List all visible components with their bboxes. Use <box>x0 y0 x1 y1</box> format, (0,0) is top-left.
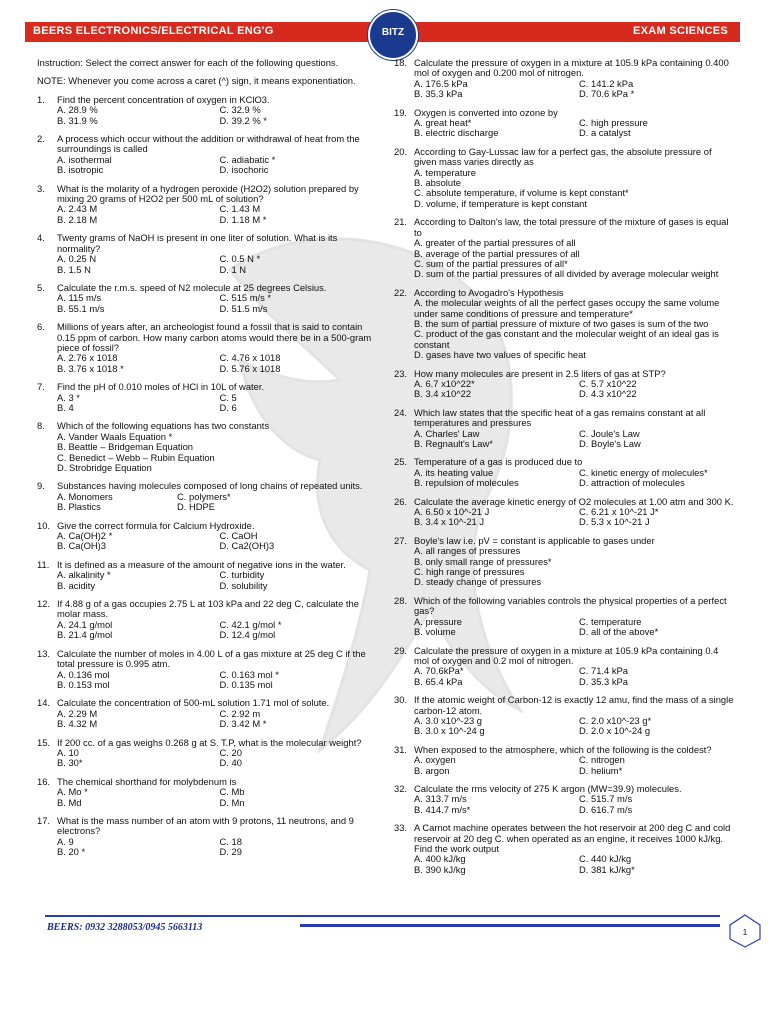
answer-option: C. absolute temperature, if volume is kept constant* <box>414 187 629 199</box>
answer-option: C. temperature <box>579 615 642 627</box>
answer-option: D. 29 <box>219 846 242 858</box>
question-text: Calculate the number of moles in 4.00 L of a gas mixture at 25 deg C if the total pressure is 0.995 atm. <box>57 647 366 670</box>
answer-option: D. 40 <box>219 757 242 769</box>
question-text: Which law states that the specific heat of a gas remains constant at all temperatures and pressures <box>414 406 706 429</box>
answer-option: C. product of the gas constant and the molecular weight of an ideal gas is constant <box>414 328 719 350</box>
answer-option: D. 3.42 M * <box>219 718 267 730</box>
answer-option: B. 1.5 N <box>57 263 91 275</box>
answer-option: C. 2.0 x10^-23 g* <box>579 714 652 726</box>
question-number: 19. <box>394 106 408 118</box>
answer-option: B. argon <box>414 764 450 776</box>
question-text: According to Dalton's law, the total pressure of the mixture of gases is equal to <box>414 216 729 238</box>
question-text: Boyle's law i.e. pV = constant is applicable to gases under <box>414 534 655 546</box>
answer-option: C. high pressure <box>579 117 648 129</box>
question-item <box>394 408 736 450</box>
question-number: 15. <box>37 736 51 748</box>
question-text: According to Avogadro's Hypothesis <box>414 286 564 298</box>
question-text: Find the pH of 0.010 moles of HCl in 10L of water. <box>57 381 265 393</box>
question-number: 8. <box>37 420 45 432</box>
answer-option: B. average of the partial pressures of all <box>414 247 580 259</box>
right-question-list <box>394 58 736 875</box>
question-item <box>37 521 374 552</box>
question-number: 4. <box>37 232 45 244</box>
question-text: What is the mass number of an atom with 9 protons, 11 neutrons, and 9 electrons? <box>57 814 354 837</box>
question-item <box>37 738 374 769</box>
answer-option: A. Vander Waals Equation * <box>57 430 173 442</box>
question-text: When exposed to the atmosphere, which of the following is the coldest? <box>414 743 712 755</box>
question-number: 31. <box>394 743 408 755</box>
question-text: If the atomic weight of Carbon-12 is exactly 12 amu, find the mass of a single carbon-12 atom. <box>414 694 734 716</box>
question-item <box>37 95 374 126</box>
answer-option: A. pressure <box>414 615 462 627</box>
question-number: 11. <box>37 558 50 570</box>
answer-option: B. 65.4 kPa <box>414 675 463 687</box>
question-item <box>37 283 374 314</box>
answer-option: C. 5.7 x10^22 <box>579 377 637 389</box>
answer-option: D. sum of the partial pressures of all divided by average molecular weight <box>414 268 719 280</box>
answer-option: A. 10 <box>57 746 79 758</box>
answer-option: A. Charles' Law <box>414 427 480 439</box>
question-item <box>37 233 374 275</box>
question-number: 2. <box>37 133 45 145</box>
answer-options <box>414 379 736 400</box>
question-item <box>37 134 374 176</box>
footer-contact: BEERS: 0932 3288053/0945 5663113 <box>47 922 203 933</box>
answer-option: D. isochoric <box>219 164 269 176</box>
answer-options <box>57 353 374 374</box>
question-text: Calculate the average kinetic energy of O2 molecules at 1.00 atm and 300 K. <box>414 495 734 507</box>
question-item <box>394 823 736 875</box>
note-text: NOTE: Whenever you come across a caret (^) sign, it means exponentiation. <box>37 75 356 87</box>
answer-options <box>57 254 374 275</box>
answer-option: C. 32.9 % <box>219 104 261 116</box>
answer-option: B. 0.153 mol <box>57 678 110 690</box>
question-item <box>394 745 736 776</box>
answer-option: C. turbidity <box>219 569 265 581</box>
answer-option: A. greater of the partial pressures of all <box>414 237 576 249</box>
answer-option: D. HDPE <box>177 501 216 513</box>
answer-option: A. 6.7 x10^22* <box>414 377 475 389</box>
answer-options <box>57 293 374 314</box>
answer-option: C. 515.7 m/s <box>579 793 633 805</box>
answer-options <box>57 393 374 414</box>
question-text: What is the molarity of a hydrogen peroxide (H2O2) solution prepared by mixing 20 grams of H2O2 per 500 mL of solution? <box>57 182 359 205</box>
answer-option: A. isothermal <box>57 153 112 165</box>
question-text: Which of the following equations has two constants <box>57 420 270 432</box>
question-number: 21. <box>394 216 408 228</box>
answer-options <box>57 531 374 552</box>
answer-option: C. 1.43 M <box>219 203 261 215</box>
question-item <box>394 369 736 400</box>
answer-option: A. its heating value <box>414 466 494 478</box>
answer-option: A. Ca(OH)2 * <box>57 530 113 542</box>
answer-option: C. Joule's Law <box>579 427 640 439</box>
answer-option: C. Mb <box>219 786 245 798</box>
answer-option: A. 313.7 m/s <box>414 793 467 805</box>
answer-option: B. repulsion of molecules <box>414 477 519 489</box>
answer-option: B. Plastics <box>57 501 101 513</box>
answer-option: B. the sum of partial pressure of mixture of two gases is sum of the two <box>414 317 709 329</box>
answer-option: C. 0.163 mol * <box>219 668 279 680</box>
answer-option: A. 24.1 g/mol <box>57 618 113 630</box>
answer-option: C. 42.1 g/mol * <box>219 618 282 630</box>
answer-option: C. 20 <box>219 746 242 758</box>
answer-options <box>414 468 736 489</box>
question-item <box>394 536 736 588</box>
question-number: 1. <box>37 93 45 105</box>
answer-option: B. absolute <box>414 177 461 189</box>
answer-option: C. polymers* <box>177 490 231 502</box>
answer-options <box>414 118 736 139</box>
question-item <box>37 649 374 691</box>
answer-option: D. 1 N <box>219 263 247 275</box>
question-text: A Carnot machine operates between the hot reservoir at 200 deg C and cold reservoir at 20 deg C. when operated as an engine, it receives 1000 kJ/kg. Find the work output <box>414 822 731 854</box>
question-item <box>394 217 736 279</box>
right-column <box>394 58 736 883</box>
left-question-list <box>37 95 374 858</box>
answer-option: A. 176.5 kPa <box>414 77 468 89</box>
answer-option: B. 21.4 g/mol <box>57 629 113 641</box>
question-number: 7. <box>37 381 45 393</box>
answer-options <box>57 709 374 730</box>
question-item <box>394 646 736 688</box>
answer-option: A. oxygen <box>414 754 456 766</box>
answer-option: C. adiabatic * <box>219 153 276 165</box>
question-number: 6. <box>37 321 45 333</box>
answer-options <box>57 670 374 691</box>
answer-option: A. alkalinity * <box>57 569 111 581</box>
answer-option: D. 51.5 m/s <box>219 302 268 314</box>
question-number: 20. <box>394 145 408 157</box>
answer-option: D. all of the above* <box>579 626 659 638</box>
question-text: How many molecules are present in 2.5 liters of gas at STP? <box>414 367 666 379</box>
answer-option: D. steady change of pressures <box>414 576 542 588</box>
question-item <box>394 108 736 139</box>
answer-option: D. 6 <box>219 401 237 413</box>
answer-option: B. Ca(OH)3 <box>57 540 106 552</box>
question-number: 3. <box>37 182 45 194</box>
answer-option: B. 390 kJ/kg <box>414 863 466 875</box>
question-item <box>37 816 374 858</box>
question-item <box>394 147 736 209</box>
answer-option: B. Regnault's Law* <box>414 438 493 449</box>
answer-option: D. 70.6 kPa * <box>579 88 635 100</box>
question-text: Calculate the concentration of 500-mL solution 1.71 mol of solute. <box>57 697 330 709</box>
answer-option: D. 12.4 g/mol <box>219 629 276 641</box>
answer-option: A. temperature <box>414 166 477 178</box>
page-number-badge <box>727 913 763 949</box>
left-column <box>37 58 374 866</box>
instruction-text: Instruction: Select the correct answer for each of the following questions. <box>37 57 339 68</box>
answer-options <box>414 854 736 875</box>
answer-option: D. helium* <box>579 764 623 776</box>
question-number: 16. <box>37 775 51 787</box>
question-text: Oxygen is converted into ozone by <box>414 106 558 118</box>
logo-text: BITZ <box>381 27 405 38</box>
answer-option: C. 440 kJ/kg <box>579 853 632 865</box>
answer-option: A. 0.136 mol <box>57 668 110 680</box>
question-number: 25. <box>394 456 408 468</box>
question-text: Calculate the pressure of oxygen in a mixture at 105.9 kPa containing 0.4 mol of oxygen and 0.2 mol of nitrogen. <box>414 644 719 666</box>
answer-option: C. Benedict – Webb – Rubin Equation <box>57 451 215 463</box>
answer-options <box>57 155 374 176</box>
footer-divider <box>45 915 720 917</box>
question-number: 32. <box>394 782 408 794</box>
question-number: 13. <box>37 647 51 659</box>
question-item <box>37 698 374 729</box>
footer-accent-line <box>300 924 720 927</box>
answer-option: D. solubility <box>219 579 268 591</box>
answer-option: B. 3.4 x10^22 <box>414 388 472 400</box>
answer-options <box>57 570 374 591</box>
answer-options <box>414 716 736 737</box>
answer-option: C. 4.76 x 1018 <box>219 352 281 364</box>
question-item <box>394 695 736 737</box>
page-number: 1 <box>742 928 748 937</box>
answer-option: B. 55.1 m/s <box>57 302 105 314</box>
question-item <box>37 560 374 591</box>
question-number: 30. <box>394 694 408 706</box>
question-item <box>37 382 374 413</box>
answer-options <box>414 168 736 210</box>
question-item <box>37 599 374 641</box>
answer-option: C. nitrogen <box>579 754 625 766</box>
answer-option: D. 5.3 x 10^-21 J <box>579 516 650 528</box>
answer-option: B. volume <box>414 626 456 638</box>
answer-option: B. 2.18 M <box>57 213 98 225</box>
question-text: It is defined as a measure of the amount of negative ions in the water. <box>57 558 346 570</box>
answer-option: D. 1.18 M * <box>219 213 267 225</box>
question-item <box>37 777 374 808</box>
answer-option: B. acidity <box>57 579 96 591</box>
question-item <box>394 457 736 488</box>
answer-option: B. only small range of pressures* <box>414 555 552 567</box>
answer-option: D. Boyle's Law <box>579 438 641 449</box>
question-number: 9. <box>37 480 45 492</box>
answer-option: B. Md <box>57 796 82 808</box>
answer-option: A. 70.6kPa* <box>414 665 464 677</box>
answer-option: A. great heat* <box>414 117 472 129</box>
answer-options <box>414 298 736 360</box>
header-subject: EXAM SCIENCES <box>633 25 728 37</box>
answer-options <box>414 507 736 528</box>
answer-option: A. 6.50 x 10^-21 J <box>414 506 490 518</box>
answer-options <box>57 837 374 858</box>
answer-option: C. 515 m/s * <box>219 292 272 304</box>
answer-options <box>57 432 374 474</box>
question-number: 5. <box>37 281 45 293</box>
header-title: BEERS ELECTRONICS/ELECTRICAL ENG'G <box>33 25 274 37</box>
answer-option: C. 6.21 x 10^-21 J* <box>579 506 659 518</box>
answer-option: B. 35.3 kPa <box>414 88 463 100</box>
question-text: Substances having molecules composed of long chains of repeated units. <box>57 480 363 492</box>
answer-option: D. a catalyst <box>579 127 631 139</box>
answer-option: D. 381 kJ/kg* <box>579 863 635 875</box>
answer-option: C. 0.5 N * <box>219 253 261 265</box>
answer-option: A. 2.29 M <box>57 707 98 719</box>
question-text: Calculate the rms velocity of 275 K argon (MW=39.9) molecules. <box>414 782 682 794</box>
question-text: If 4.88 g of a gas occupies 2.75 L at 103 kPa and 22 deg C, calculate the molar mass. <box>57 598 359 620</box>
question-number: 23. <box>394 367 408 379</box>
question-item <box>394 596 736 638</box>
question-text: Calculate the r.m.s. speed of N2 molecule at 25 degrees Celsius. <box>57 281 327 293</box>
question-item <box>394 58 736 100</box>
answer-options <box>414 755 736 776</box>
question-number: 14. <box>37 697 51 709</box>
answer-option: A. the molecular weights of all the perfect gases occupy the same volume under same conditions of pressure and temperature* <box>414 297 720 319</box>
answer-option: A. 9 <box>57 835 74 847</box>
answer-option: B. 4 <box>57 401 74 413</box>
answer-option: B. Beattle – Bridgeman Equation <box>57 441 194 453</box>
answer-option: B. 3.76 x 1018 * <box>57 362 124 374</box>
answer-option: C. 141.2 kPa <box>579 77 634 89</box>
answer-options <box>57 787 374 808</box>
answer-option: B. 4.32 M <box>57 718 98 730</box>
question-number: 17. <box>37 814 51 826</box>
answer-option: B. 31.9 % <box>57 114 98 126</box>
answer-option: B. 20 * <box>57 846 86 858</box>
answer-option: A. 400 kJ/kg <box>414 853 466 865</box>
answer-option: D. volume, if temperature is kept constant <box>414 197 587 209</box>
answer-option: C. 5 <box>219 391 237 403</box>
answer-option: B. 3.0 x 10^-24 g <box>414 725 485 737</box>
question-item <box>394 784 736 815</box>
answer-options <box>57 620 374 641</box>
question-item <box>37 421 374 473</box>
answer-options <box>57 492 374 513</box>
answer-option: D. 4.3 x10^22 <box>579 388 637 400</box>
question-number: 22. <box>394 286 408 298</box>
answer-option: D. Strobridge Equation <box>57 462 152 473</box>
answer-option: A. Mo * <box>57 786 88 798</box>
answer-option: B. 3.4 x 10^-21 J <box>414 516 485 528</box>
question-text: Find the percent concentration of oxygen in KClO3. <box>57 93 270 105</box>
answer-option: B. 414.7 m/s* <box>414 803 471 815</box>
answer-option: A. 115 m/s <box>57 292 102 304</box>
question-number: 12. <box>37 598 51 610</box>
answer-options <box>57 748 374 769</box>
question-item <box>37 184 374 226</box>
answer-option: D. 35.3 kPa <box>579 675 628 687</box>
answer-option: C. 18 <box>219 835 242 847</box>
answer-option: C. CaOH <box>219 530 258 542</box>
answer-option: B. 30* <box>57 757 83 769</box>
answer-option: C. kinetic energy of molecules* <box>579 466 708 478</box>
answer-option: A. Monomers <box>57 490 113 502</box>
question-text: Twenty grams of NaOH is present in one liter of solution. What is its normality? <box>57 232 338 254</box>
answer-options <box>57 204 374 225</box>
question-text: The chemical shorthand for molybdenum is <box>57 775 237 787</box>
bitz-logo <box>368 10 418 60</box>
question-number: 27. <box>394 534 408 546</box>
answer-options <box>414 617 736 638</box>
answer-option: D. 5.76 x 1018 <box>219 362 281 374</box>
answer-options <box>414 238 736 280</box>
answer-option: D. Ca2(OH)3 <box>219 540 275 552</box>
question-item <box>37 322 374 374</box>
answer-option: C. 2.92 m <box>219 707 261 719</box>
question-item <box>394 497 736 528</box>
answer-option: A. 28.9 % <box>57 104 98 116</box>
answer-option: B. isotropic <box>57 164 104 176</box>
question-number: 26. <box>394 495 408 507</box>
answer-option: A. 2.43 M <box>57 203 98 215</box>
answer-option: A. 2.76 x 1018 <box>57 352 118 364</box>
answer-options <box>414 794 736 815</box>
answer-option: D. 616.7 m/s <box>579 803 633 815</box>
question-text: Calculate the pressure of oxygen in a mixture at 105.9 kPa containing 0.400 mol of oxygen and 0.200 mol of nitrogen. <box>414 57 729 79</box>
question-text: A process which occur without the addition or withdrawal of heat from the surroundings is called <box>57 133 360 155</box>
answer-options <box>414 666 736 687</box>
answer-option: C. high range of pressures <box>414 566 525 578</box>
answer-option: D. gases have two values of specific heat <box>414 349 586 361</box>
question-text: If 200 cc. of a gas weighs 0.268 g at S. T.P, what is the molecular weight? <box>57 736 362 748</box>
answer-options <box>57 105 374 126</box>
question-text: Which of the following variables controls the physical properties of a perfect gas? <box>414 594 727 617</box>
answer-option: D. attraction of molecules <box>579 477 685 489</box>
question-number: 24. <box>394 406 408 418</box>
question-text: Temperature of a gas is produced due to <box>414 456 583 468</box>
question-number: 18. <box>394 57 408 68</box>
answer-option: C. sum of the partial pressures of all* <box>414 257 568 269</box>
question-number: 29. <box>394 644 408 656</box>
answer-option: D. Mn <box>219 796 245 808</box>
answer-option: A. 0.25 N <box>57 253 97 265</box>
question-text: Millions of years after, an archeologist found a fossil that is said to contain 0.15 ppm of carbon. How many carbon atoms would there be in a 500-gram piece of fossil? <box>57 321 372 353</box>
answer-option: B. electric discharge <box>414 127 499 139</box>
question-number: 33. <box>394 822 408 834</box>
answer-options <box>414 79 736 100</box>
question-item <box>394 288 736 361</box>
question-text: According to Gay-Lussac law for a perfect gas, the absolute pressure of given mass varies directly as <box>414 145 712 168</box>
answer-option: A. all ranges of pressures <box>414 545 521 557</box>
answer-option: D. 2.0 x 10^-24 g <box>579 725 651 737</box>
answer-option: C. 71.4 kPa <box>579 665 628 677</box>
question-number: 28. <box>394 594 408 606</box>
answer-option: D. 39.2 % * <box>219 114 267 126</box>
answer-options <box>414 429 736 450</box>
question-number: 10. <box>37 519 51 531</box>
answer-option: A. 3 * <box>57 391 80 403</box>
question-text: Give the correct formula for Calcium Hydroxide. <box>57 519 255 531</box>
answer-option: A. 3.0 x10^-23 g <box>414 714 482 726</box>
question-item <box>37 481 374 512</box>
answer-option: D. 0.135 mol <box>219 678 273 690</box>
answer-options <box>414 546 736 588</box>
